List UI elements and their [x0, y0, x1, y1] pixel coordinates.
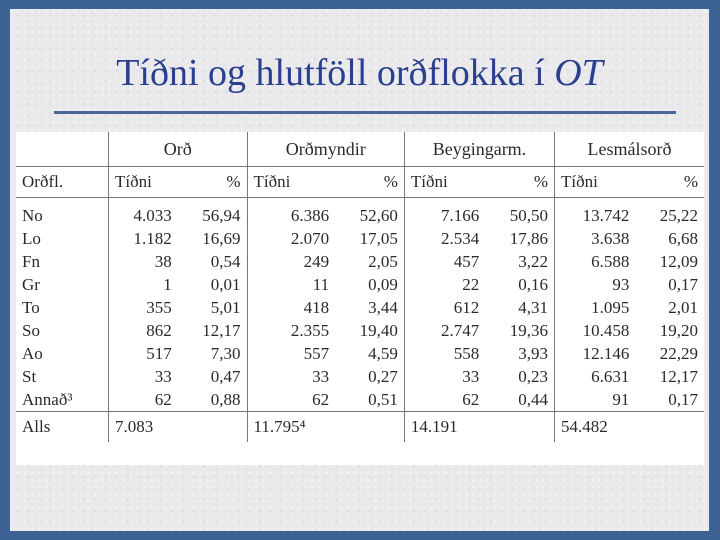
- column-header: Tíðni: [555, 167, 636, 198]
- row-label: Lo: [16, 227, 109, 250]
- slide-title: [10, 51, 709, 95]
- frequency-table: [16, 132, 704, 442]
- sub-header-row: [16, 167, 704, 198]
- frequency-cell: 1.095: [591, 297, 630, 317]
- frequency-cell: 38: [154, 251, 172, 271]
- frequency-cell: 33: [312, 366, 330, 386]
- row-label: So: [16, 319, 109, 342]
- percent-cell: 4,59: [335, 342, 404, 365]
- frequency-cell: 22: [462, 274, 480, 294]
- title-italic: OT: [554, 52, 603, 94]
- frequency-cell: 13.742: [582, 205, 630, 225]
- percent-cell: 19,40: [335, 319, 404, 342]
- frequency-cell: 91: [612, 389, 630, 409]
- percent-cell: 0,51: [335, 388, 404, 412]
- frequency-cell: 1.182: [133, 228, 172, 248]
- frequency-cell: 12.146: [582, 343, 630, 363]
- frequency-cell: 33: [462, 366, 480, 386]
- percent-cell: 25,22: [659, 205, 698, 225]
- column-header: %: [335, 167, 404, 198]
- frequency-cell: 6.588: [591, 251, 630, 271]
- percent-cell: 0,23: [485, 365, 554, 388]
- percent-cell: 5,01: [178, 296, 247, 319]
- total-value: 7.083: [109, 412, 178, 443]
- table-row: [16, 227, 704, 250]
- percent-cell: 19,20: [659, 320, 698, 340]
- table-row: [16, 273, 704, 296]
- percent-cell: 3,22: [485, 250, 554, 273]
- empty-cell: [635, 412, 704, 443]
- percent-cell: 12,17: [178, 319, 247, 342]
- column-header: %: [485, 167, 554, 198]
- frequency-cell: 93: [612, 274, 630, 294]
- column-header: Tíðni: [404, 167, 485, 198]
- percent-cell: 7,30: [178, 342, 247, 365]
- percent-cell: 19,36: [485, 319, 554, 342]
- percent-cell: 17,05: [335, 227, 404, 250]
- row-label: No: [16, 198, 109, 228]
- table-row: [16, 388, 704, 412]
- frequency-cell: 457: [453, 251, 480, 271]
- frequency-cell: 2.747: [441, 320, 480, 340]
- frequency-cell: 418: [303, 297, 330, 317]
- percent-cell: 0,17: [668, 389, 698, 409]
- frequency-cell: 249: [303, 251, 330, 271]
- corner-cell: [16, 132, 109, 167]
- percent-cell: 0,01: [178, 273, 247, 296]
- total-value: 54.482: [555, 412, 636, 443]
- group-header: Orð: [109, 132, 248, 167]
- row-header-label: Orðfl.: [16, 167, 109, 198]
- group-header: Lesmálsorð: [555, 132, 704, 167]
- row-label: Annað³: [16, 388, 109, 412]
- frequency-cell: 862: [146, 320, 172, 340]
- percent-cell: 0,44: [485, 388, 554, 412]
- column-header: %: [635, 167, 704, 198]
- percent-cell: 0,16: [485, 273, 554, 296]
- empty-cell: [335, 412, 404, 443]
- title-text: Tíðni og hlutföll orðflokka í: [116, 52, 555, 94]
- percent-cell: 2,01: [668, 297, 698, 317]
- percent-cell: 0,54: [178, 250, 247, 273]
- total-row: [16, 412, 704, 443]
- group-header-row: [16, 132, 704, 167]
- percent-cell: 0,17: [668, 274, 698, 294]
- row-label: To: [16, 296, 109, 319]
- percent-cell: 52,60: [335, 198, 404, 228]
- row-label: Ao: [16, 342, 109, 365]
- frequency-cell: 1: [163, 274, 172, 294]
- percent-cell: 2,05: [335, 250, 404, 273]
- percent-cell: 6,68: [668, 228, 698, 248]
- frequency-cell: 10.458: [582, 320, 630, 340]
- percent-cell: 0,47: [178, 365, 247, 388]
- percent-cell: 50,50: [485, 198, 554, 228]
- frequency-cell: 4.033: [133, 205, 172, 225]
- table-row: [16, 296, 704, 319]
- frequency-cell: 33: [154, 366, 172, 386]
- column-header: %: [178, 167, 247, 198]
- total-value: 11.795⁴: [247, 412, 335, 443]
- group-header: Beygingarm.: [404, 132, 554, 167]
- table-row: [16, 198, 704, 228]
- row-label: Fn: [16, 250, 109, 273]
- table-image: [16, 132, 704, 465]
- percent-cell: 4,31: [485, 296, 554, 319]
- frequency-cell: 6.631: [591, 366, 630, 386]
- frequency-cell: 7.166: [441, 205, 480, 225]
- percent-cell: 17,86: [485, 227, 554, 250]
- percent-cell: 16,69: [178, 227, 247, 250]
- percent-cell: 0,88: [178, 388, 247, 412]
- column-header: Tíðni: [247, 167, 335, 198]
- frequency-cell: 612: [453, 297, 480, 317]
- frequency-cell: 355: [146, 297, 172, 317]
- percent-cell: 0,27: [335, 365, 404, 388]
- empty-cell: [485, 412, 554, 443]
- table-row: [16, 365, 704, 388]
- frequency-cell: 62: [312, 389, 330, 409]
- frequency-cell: 2.534: [441, 228, 480, 248]
- frequency-cell: 557: [303, 343, 330, 363]
- column-header: Tíðni: [109, 167, 178, 198]
- frequency-cell: 2.070: [290, 228, 330, 248]
- percent-cell: 56,94: [178, 198, 247, 228]
- frequency-cell: 62: [462, 389, 480, 409]
- title-divider: [54, 111, 676, 114]
- frequency-cell: 517: [146, 343, 172, 363]
- empty-cell: [178, 412, 247, 443]
- frequency-cell: 3.638: [591, 228, 630, 248]
- percent-cell: 22,29: [659, 343, 698, 363]
- total-label: Alls: [16, 412, 109, 443]
- row-label: St: [16, 365, 109, 388]
- frequency-cell: 62: [154, 389, 172, 409]
- table-row: [16, 342, 704, 365]
- group-header: Orðmyndir: [247, 132, 404, 167]
- frequency-cell: 558: [453, 343, 480, 363]
- slide: [10, 9, 709, 531]
- table-row: [16, 319, 704, 342]
- table-body: [16, 167, 704, 443]
- frequency-cell: 2.355: [290, 320, 330, 340]
- frequency-cell: 6.386: [290, 205, 330, 225]
- row-label: Gr: [16, 273, 109, 296]
- total-value: 14.191: [404, 412, 485, 443]
- percent-cell: 12,17: [659, 366, 698, 386]
- table-row: [16, 250, 704, 273]
- percent-cell: 3,44: [335, 296, 404, 319]
- frequency-cell: 11: [312, 274, 330, 294]
- percent-cell: 3,93: [485, 342, 554, 365]
- percent-cell: 12,09: [659, 251, 698, 271]
- percent-cell: 0,09: [335, 273, 404, 296]
